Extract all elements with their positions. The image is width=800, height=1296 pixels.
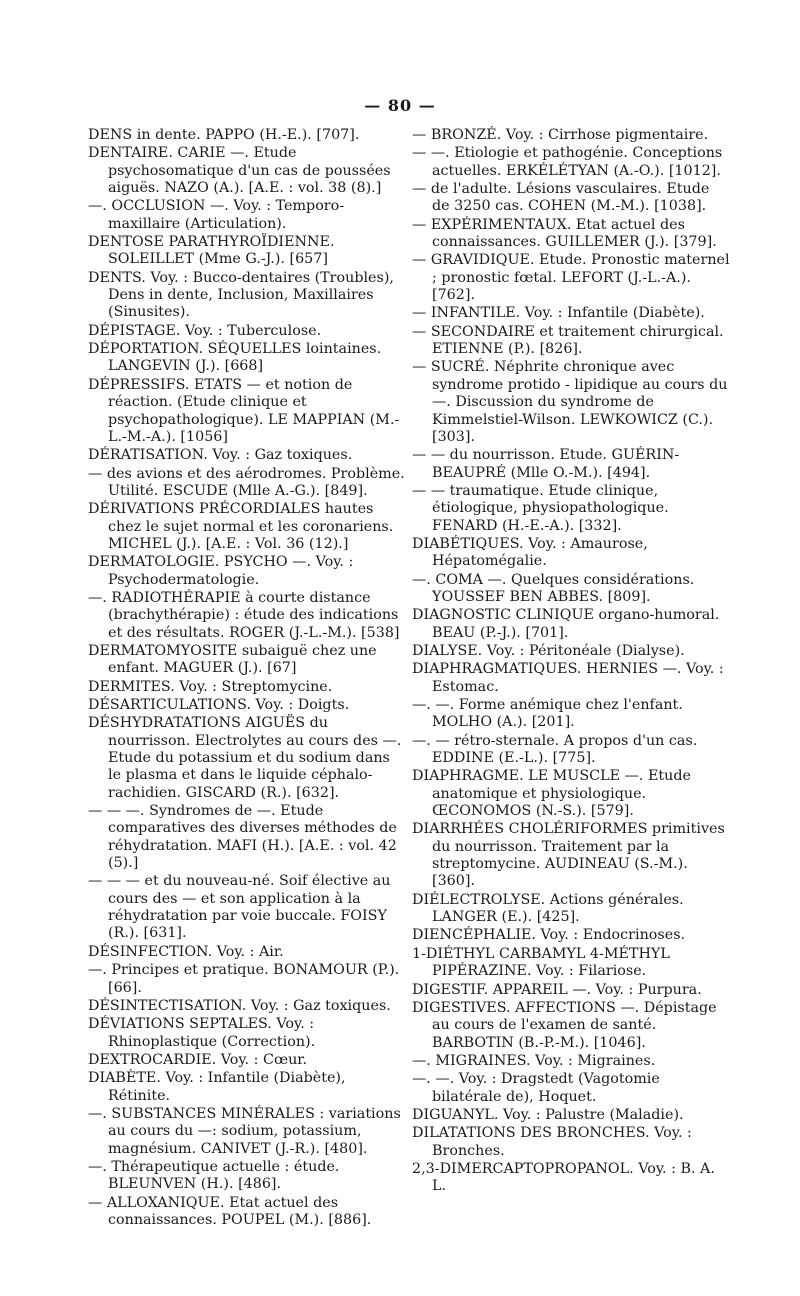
index-entry: DIGUANYL. Voy. : Palustre (Maladie). [412,1106,684,1123]
index-entry: DEXTROCARDIE. Voy. : Cœur. [88,1051,308,1068]
index-entry: DIENCÉPHALIE. Voy. : Endocrinoses. [412,927,686,944]
index-entry: DERMATOLOGIE. PSYCHO —. Voy. : Psychodermatologie. [88,554,354,588]
index-entry: DILATATIONS DES BRONCHES. Voy. : Bronches. [412,1125,692,1159]
index-entry: —. — rétro-sternale. A propos d'un cas. EDDINE (E.-L.). [775]. [412,732,698,767]
index-entry: DENTS. Voy. : Bucco-dentaires (Troubles), Dens in dente, Inclusion, Maxillaires (Sinusites). [88,269,394,321]
index-entry: DÉVIATIONS SEPTALES. Voy. : Rhinoplastique (Correction). [88,1016,316,1050]
index-entry: —. RADIOTHÉRAPIE à courte distance (brachythérapie) : étude des indications et des résultats. ROGER (J.-L.-M.). [538] [88,589,400,641]
index-entry: DIARRHÉES CHOLÉRIFORMES primitives du nourrisson. Traitement par la streptomycine. AUDINEAU (S.-M.). [360]. [412,821,725,890]
index-entry: DÉRIVATIONS PRÉCORDIALES hautes chez le sujet normal et les coronariens. MICHEL (J.). [A.E. : Vol. 36 (12).] [88,501,394,552]
index-entry: DERMITES. Voy. : Streptomycine. [88,678,333,695]
index-entry: DÉSINFECTION. Voy. : Air. [88,943,284,960]
index-entry: — ALLOXANIQUE. Etat actuel des connaissances. POUPEL (M.). [886]. [88,1194,372,1228]
index-entry: — — du nourrisson. Etude. GUÉRIN-BEAUPRÉ (Mlle O.-M.). [494]. [412,447,680,481]
index-entry: DÉSINTECTISATION. Voy. : Gaz toxiques. [88,997,391,1014]
index-entry: — — —. Syndromes de —. Etude comparatives des diverses méthodes de réhydratation. MAFI (H.). [A.E. : vol. 42 (5).] [88,803,397,872]
index-entry: 1-DIÉTHYL CARBAMYL 4-MÉTHYL PIPÉRAZINE. Voy. : Filariose. [412,945,670,980]
index-entry: DÉRATISATION. Voy. : Gaz toxiques. [88,447,353,464]
index-entry: — des avions et des aérodromes. Problème. Utilité. ESCUDE (Mlle A.-G.). [849]. [88,465,405,499]
index-entry: — SUCRÉ. Néphrite chronique avec syndrome protido - lipidique au cours du —. Discussion du syndrome de Kimmelstiel-Wilson. LEWKOWICZ (C.). [303]. [412,359,728,445]
index-entry: — — traumatique. Etude clinique, étiologique, physiopathologique. FENARD (H.-E.-A.). [332]. [412,482,669,534]
index-entry: DIAPHRAGME. LE MUSCLE —. Etude anatomique et physiologique. ŒCONOMOS (N.-S.). [579]. [412,768,691,820]
index-entry: DIAPHRAGMATIQUES. HERNIES —. Voy. : Estomac. [412,661,724,695]
index-entry: — GRAVIDIQUE. Etude. Pronostic maternel ; pronostic fœtal. LEFORT (J.-L.-A.). [762]. [412,252,730,304]
index-entry: DÉPRESSIFS. ETATS — et notion de réaction. (Etude clinique et psychopathologique). LE MAPPIAN (M.-L.-M.-A.). [1056] [88,376,400,445]
index-entry: DENS in dente. PAPPO (H.-E.). [707]. [88,127,360,143]
index-entry: DIÉLECTROLYSE. Actions générales. LANGER (E.). [425]. [412,891,684,926]
index-entry: —. Thérapeutique actuelle : étude. BLEUNVEN (H.). [486]. [88,1158,340,1193]
index-entry: — de l'adulte. Lésions vasculaires. Etude de 3250 cas. COHEN (M.-M.). [1038]. [412,181,710,215]
index-entry: — SECONDAIRE et traitement chirurgical. ETIENNE (P.). [826]. [412,323,724,358]
index-entry: DIGESTIVES. AFFECTIONS —. Dépistage au cours de l'examen de santé. BARBOTIN (B.-P.-M.). [1046]. [412,999,717,1051]
index-entry: —. Principes et pratique. BONAMOUR (P.). [66]. [88,962,400,996]
index-entry: DERMATOMYOSITE subaiguë chez une enfant. MAGUER (J.). [67] [88,642,377,677]
index-entry: DENTOSE PARATHYROÏDIENNE. SOLEILLET (Mme G.-J.). [657] [88,234,335,268]
index-entry: DÉPISTAGE. Voy. : Tuberculose. [88,322,322,339]
index-entry: —. —. Voy. : Dragstedt (Vagotomie bilatérale de), Hoquet. [412,1071,660,1105]
index-entry: DIABÉTIQUES. Voy. : Amaurose, Hépatomégalie. [412,535,648,570]
index-entry: — INFANTILE. Voy. : Infantile (Diabète). [412,305,705,322]
index-entry: DIABÈTE. Voy. : Infantile (Diabète), Rétinite. [88,1070,346,1104]
index-entry: DENTAIRE. CARIE —. Etude psychosomatique d'un cas de poussées aiguës. NAZO (A.). [A.E. : vol. 38 (8).] [88,145,391,197]
index-entry: —. OCCLUSION —. Voy. : Temporo-maxillaire (Articulation). [88,198,345,232]
left-column [88,127,406,1230]
index-entry: — EXPÉRIMENTAUX. Etat actuel des connaissances. GUILLEMER (J.). [379]. [412,216,717,251]
right-column [412,127,730,1197]
index-entry: DIGESTIF. APPAREIL —. Voy. : Purpura. [412,981,702,998]
index-entry: — — — et du nouveau-né. Soif élective au cours des — et son application à la réhydratation par voie buccale. FOISY (R.). [631]. [88,873,391,942]
index-entry: — —. Etiologie et pathogénie. Conceptions actuelles. ERKÉLÉTYAN (A.-O.). [1012]. [412,145,723,179]
index-entry: DIAGNOSTIC CLINIQUE organo-humoral. BEAU (P.-J.). [701]. [412,607,720,641]
index-entry: —. —. Forme anémique chez l'enfant. MOLHO (A.). [201]. [412,697,683,731]
index-entry: 2,3-DIMERCAPTOPROPANOL. Voy. : B. A. L. [412,1160,715,1195]
index-entry: —. MIGRAINES. Voy. : Migraines. [412,1052,656,1069]
page-number: — 80 — [364,96,436,115]
index-entry: —. COMA —. Quelques considérations. YOUSSEF BEN ABBES. [809]. [412,571,695,605]
index-entry: — BRONZÉ. Voy. : Cirrhose pigmentaire. [412,127,709,143]
index-entry: —. SUBSTANCES MINÉRALES : variations au cours du —: sodium, potassium, magnésium. CANIVET (J.-R.). [480]. [88,1105,401,1157]
index-entry: DÉSHYDRATATIONS AIGUËS du nourrisson. Electrolytes au cours des —. Etude du potassium et du sodium dans le plasma et dans le liquide céphalo-rachidien. GISCARD (R.). [632]. [88,715,402,801]
index-entry: DÉPORTATION. SÉQUELLES lointaines. LANGEVIN (J.). [668] [88,341,382,375]
index-entry: DÉSARTICULATIONS. Voy. : Doigts. [88,697,350,713]
index-entry: DIALYSE. Voy. : Péritonéale (Dialyse). [412,642,685,659]
